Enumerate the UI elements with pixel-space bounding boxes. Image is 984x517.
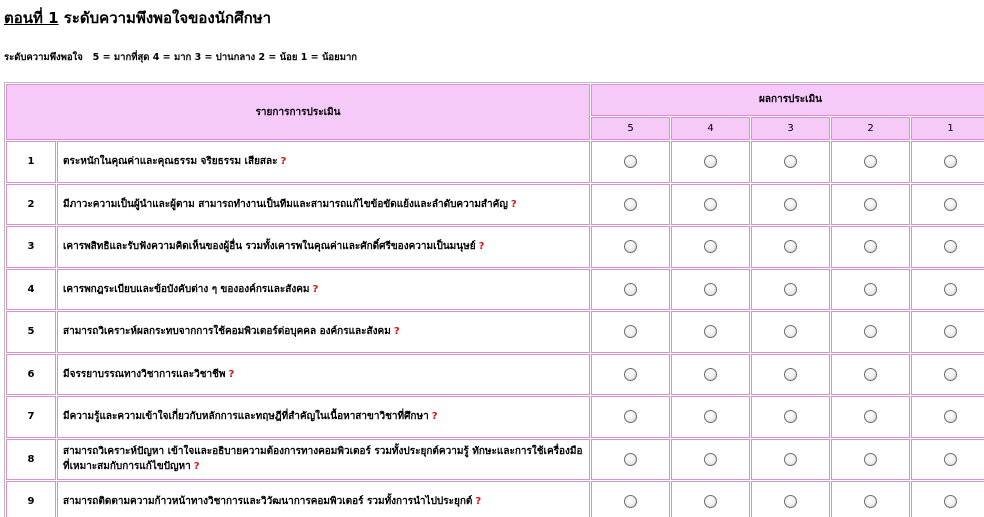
rating-cell xyxy=(911,269,984,311)
rating-radio-3[interactable] xyxy=(784,410,797,423)
rating-radio-1[interactable] xyxy=(944,198,957,211)
rating-cell xyxy=(911,396,984,438)
row-number: 6 xyxy=(6,354,56,396)
rating-cell xyxy=(671,354,750,396)
rating-cell xyxy=(591,354,670,396)
rating-radio-5[interactable] xyxy=(624,368,637,381)
rating-cell xyxy=(751,481,830,517)
rating-cell xyxy=(831,481,910,517)
criterion-text: สามารถวิเคราะห์ผลกระทบจากการใช้คอมพิวเตอร์ต่อบุคคล องค์กรและสังคม xyxy=(63,326,391,338)
criterion-text: ตระหนักในคุณค่าและคุณธรรม จริยธรรม เสียสละ xyxy=(63,156,278,168)
rating-radio-5[interactable] xyxy=(624,283,637,296)
rating-radio-1[interactable] xyxy=(944,453,957,466)
scale-legend: ระดับความพึงพอใจ 5 = มากที่สุด 4 = มาก 3 = ปานกลาง 2 = น้อย 1 = น้อยมาก xyxy=(4,52,358,63)
help-icon[interactable]: ? xyxy=(228,368,235,380)
evaluation-table xyxy=(4,82,984,517)
rating-radio-5[interactable] xyxy=(624,155,637,168)
rating-cell xyxy=(911,226,984,268)
criterion-text: เคารพกฎระเบียบและข้อบังคับต่าง ๆ ขององค์กรและสังคม xyxy=(63,283,310,295)
rating-radio-1[interactable] xyxy=(944,495,957,508)
rating-cell xyxy=(591,269,670,311)
row-number: 5 xyxy=(6,311,56,353)
rating-radio-4[interactable] xyxy=(704,283,717,296)
rating-cell xyxy=(831,354,910,396)
rating-radio-1[interactable] xyxy=(944,410,957,423)
rating-cell xyxy=(911,141,984,183)
rating-radio-5[interactable] xyxy=(624,410,637,423)
score-header-4: 4 xyxy=(671,117,750,140)
rating-cell xyxy=(751,226,830,268)
rating-radio-5[interactable] xyxy=(624,240,637,253)
rating-radio-4[interactable] xyxy=(704,453,717,466)
rating-cell xyxy=(831,396,910,438)
section-heading: ระดับความพึงพอใจของนักศึกษา xyxy=(63,9,271,27)
table-row xyxy=(6,141,984,183)
table-row xyxy=(6,226,984,268)
table-row xyxy=(6,439,984,481)
criterion-cell xyxy=(57,481,590,517)
rating-cell xyxy=(751,396,830,438)
rating-radio-2[interactable] xyxy=(864,283,877,296)
rating-radio-1[interactable] xyxy=(944,368,957,381)
rating-cell xyxy=(831,311,910,353)
rating-radio-5[interactable] xyxy=(624,453,637,466)
criterion-cell xyxy=(57,141,590,183)
rating-radio-4[interactable] xyxy=(704,198,717,211)
table-row xyxy=(6,184,984,226)
criterion-text: มีความรู้และความเข้าใจเกี่ยวกับหลักการและทฤษฎีที่สำคัญในเนื้อหาสาขาวิชาที่ศึกษา xyxy=(63,411,429,423)
rating-cell xyxy=(751,311,830,353)
criterion-text: สามารถติดตามความก้าวหน้าทางวิชาการและวิวัฒนาการคอมพิวเตอร์ รวมทั้งการนำไปประยุกต์ xyxy=(63,496,473,508)
table-row xyxy=(6,354,984,396)
row-number: 7 xyxy=(6,396,56,438)
rating-cell xyxy=(911,354,984,396)
rating-cell xyxy=(591,184,670,226)
rating-radio-5[interactable] xyxy=(624,198,637,211)
rating-radio-3[interactable] xyxy=(784,495,797,508)
rating-radio-2[interactable] xyxy=(864,155,877,168)
row-number: 2 xyxy=(6,184,56,226)
rating-radio-4[interactable] xyxy=(704,325,717,338)
rating-cell xyxy=(671,396,750,438)
criterion-text: มีภาวะความเป็นผู้นำและผู้ตาม สามารถทำงานเป็นทีมและสามารถแก้ไขข้อขัดแย้งและลำดับความสำคัญ xyxy=(63,198,508,210)
score-header-5: 5 xyxy=(591,117,670,140)
rating-radio-3[interactable] xyxy=(784,240,797,253)
rating-cell xyxy=(591,311,670,353)
rating-cell xyxy=(671,184,750,226)
row-number: 3 xyxy=(6,226,56,268)
rating-radio-3[interactable] xyxy=(784,368,797,381)
criterion-cell xyxy=(57,354,590,396)
rating-radio-2[interactable] xyxy=(864,325,877,338)
rating-radio-2[interactable] xyxy=(864,410,877,423)
help-icon[interactable]: ? xyxy=(280,156,287,168)
rating-radio-1[interactable] xyxy=(944,325,957,338)
rating-cell xyxy=(751,354,830,396)
rating-radio-3[interactable] xyxy=(784,453,797,466)
rating-cell xyxy=(591,141,670,183)
rating-radio-1[interactable] xyxy=(944,283,957,296)
criterion-cell xyxy=(57,269,590,311)
rating-radio-4[interactable] xyxy=(704,240,717,253)
criterion-cell xyxy=(57,226,590,268)
rating-cell xyxy=(671,141,750,183)
criterion-text: มีจรรยาบรรณทางวิชาการและวิชาชีพ xyxy=(63,368,226,380)
rating-cell xyxy=(671,226,750,268)
rating-radio-5[interactable] xyxy=(624,325,637,338)
rating-radio-2[interactable] xyxy=(864,240,877,253)
rating-cell xyxy=(911,311,984,353)
criterion-cell xyxy=(57,184,590,226)
help-icon[interactable]: ? xyxy=(193,461,200,473)
rating-radio-5[interactable] xyxy=(624,495,637,508)
rating-cell xyxy=(751,184,830,226)
rating-cell xyxy=(911,184,984,226)
result-header: ผลการประเมิน xyxy=(591,84,984,116)
help-icon[interactable]: ? xyxy=(478,241,485,253)
rating-cell xyxy=(591,226,670,268)
criterion-cell xyxy=(57,439,590,481)
criterion-cell xyxy=(57,396,590,438)
row-number: 1 xyxy=(6,141,56,183)
row-number: 9 xyxy=(6,481,56,517)
rating-cell xyxy=(671,481,750,517)
score-header-1: 1 xyxy=(911,117,984,140)
rating-radio-2[interactable] xyxy=(864,368,877,381)
rating-radio-4[interactable] xyxy=(704,368,717,381)
score-header-2: 2 xyxy=(831,117,910,140)
table-row xyxy=(6,311,984,353)
criterion-text: เคารพสิทธิและรับฟังความคิดเห็นของผู้อื่น รวมทั้งเคารพในคุณค่าและศักดิ์ศรีของความเป็นมนุษย์ xyxy=(63,241,476,253)
rating-radio-1[interactable] xyxy=(944,155,957,168)
rating-cell xyxy=(911,439,984,481)
rating-cell xyxy=(751,269,830,311)
row-number: 8 xyxy=(6,439,56,481)
rating-radio-3[interactable] xyxy=(784,198,797,211)
rating-cell xyxy=(831,184,910,226)
row-number: 4 xyxy=(6,269,56,311)
help-icon[interactable]: ? xyxy=(431,411,438,423)
rating-cell xyxy=(911,481,984,517)
rating-radio-2[interactable] xyxy=(864,453,877,466)
rating-radio-3[interactable] xyxy=(784,283,797,296)
score-header-3: 3 xyxy=(751,117,830,140)
help-icon[interactable]: ? xyxy=(510,198,517,210)
rating-radio-3[interactable] xyxy=(784,325,797,338)
help-icon[interactable]: ? xyxy=(312,283,319,295)
rating-cell xyxy=(591,396,670,438)
rating-cell xyxy=(671,269,750,311)
topic-header: รายการการประเมิน xyxy=(6,84,590,140)
table-row xyxy=(6,396,984,438)
help-icon[interactable]: ? xyxy=(475,496,482,508)
rating-radio-2[interactable] xyxy=(864,198,877,211)
rating-cell xyxy=(671,311,750,353)
section-title xyxy=(4,6,271,30)
part-label: ตอนที่ 1 xyxy=(4,9,59,27)
rating-radio-2[interactable] xyxy=(864,495,877,508)
rating-radio-4[interactable] xyxy=(704,155,717,168)
rating-radio-4[interactable] xyxy=(704,410,717,423)
help-icon[interactable]: ? xyxy=(393,326,400,338)
criterion-cell xyxy=(57,311,590,353)
table-row xyxy=(6,269,984,311)
rating-cell xyxy=(831,439,910,481)
rating-cell xyxy=(591,439,670,481)
rating-cell xyxy=(591,481,670,517)
rating-cell xyxy=(671,439,750,481)
rating-cell xyxy=(831,141,910,183)
rating-cell xyxy=(831,226,910,268)
rating-radio-4[interactable] xyxy=(704,495,717,508)
rating-radio-1[interactable] xyxy=(944,240,957,253)
rating-cell xyxy=(751,141,830,183)
rating-radio-3[interactable] xyxy=(784,155,797,168)
rating-cell xyxy=(751,439,830,481)
criterion-text: สามารถวิเคราะห์ปัญหา เข้าใจและอธิบายความต้องการทางคอมพิวเตอร์ รวมทั้งประยุกต์ความรู้ ทักษะและการใช้เครื่องมือที่เหมาะสมกับการแก้ไขปัญหา xyxy=(63,446,583,473)
rating-cell xyxy=(831,269,910,311)
table-row xyxy=(6,481,984,517)
